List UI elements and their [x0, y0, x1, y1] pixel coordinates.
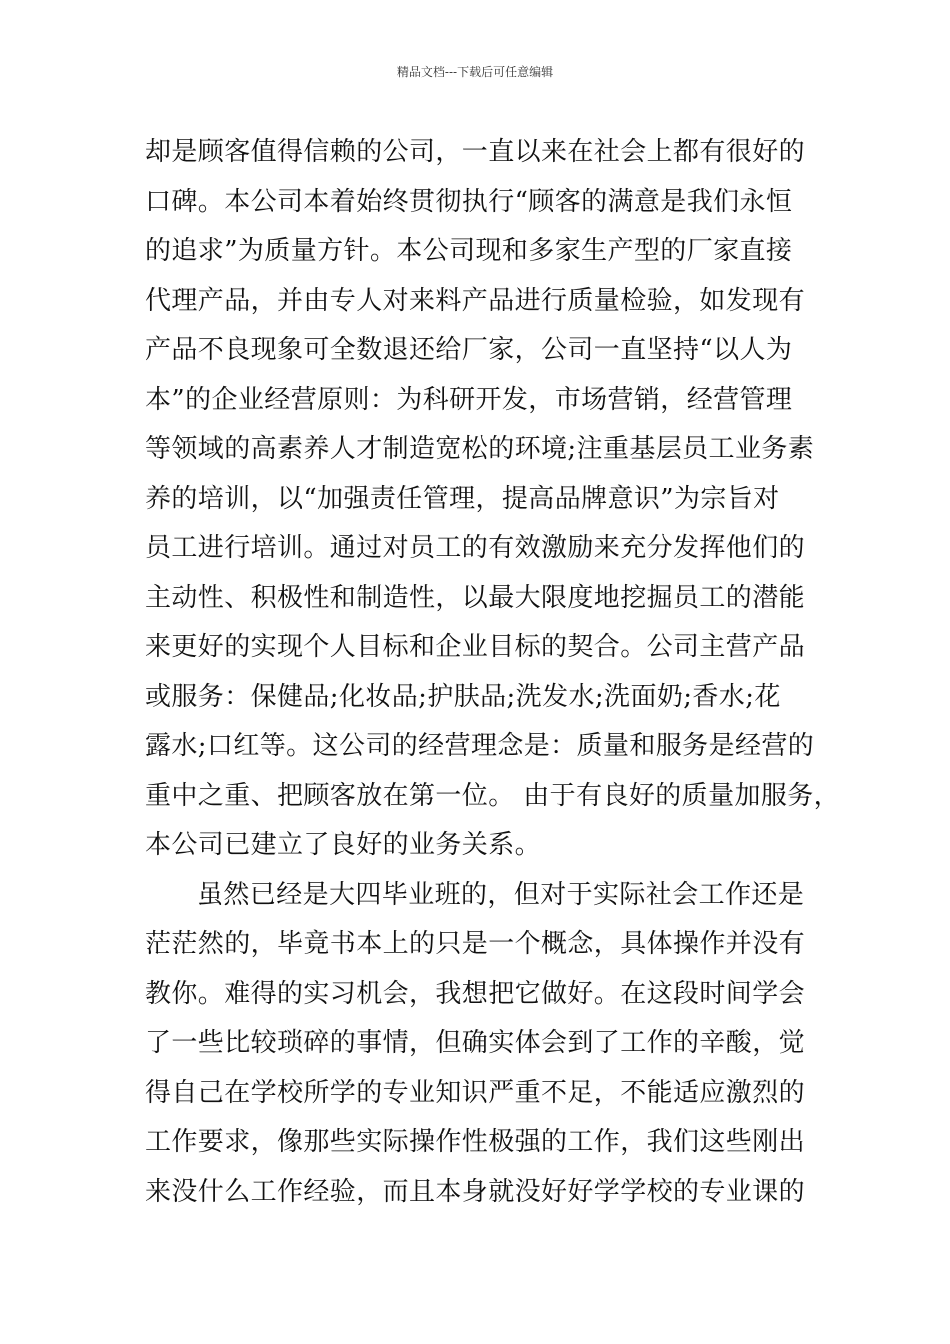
text-line: 产品不良现象可全数退还给厂家，公司一直坚持“以人为 — [145, 335, 793, 365]
text-line: 等领域的高素养人才制造宽松的环境;注重基层员工业务素 — [145, 434, 815, 464]
text-line: 教你。难得的实习机会，我想把它做好。在这段时间学会 — [145, 978, 806, 1009]
text-line: 本公司已建立了良好的业务关系。 — [145, 830, 542, 860]
text-line: 的追求”为质量方针。本公司现和多家生产型的厂家直接 — [145, 236, 793, 266]
text-line: 得自己在学校所学的专业知识严重不足，不能适应激烈的 — [145, 1077, 806, 1108]
paragraph-2 — [145, 871, 815, 1218]
text-line: 却是顾客值得信赖的公司，一直以来在社会上都有很好的 — [145, 137, 806, 167]
text-line: 代理产品，并由专人对来料产品进行质量检验，如发现有 — [145, 285, 806, 316]
text-line: 或服务：保健品;化妆品;护肤品;洗发水;洗面奶;香水;花 — [145, 681, 781, 712]
document-body — [145, 128, 841, 1217]
text-line: 茫茫然的，毕竟书本上的只是一个概念，具体操作并没有 — [145, 929, 806, 959]
text-line: 重中之重、把顾客放在第一位。 由于有良好的质量加服务， — [145, 780, 841, 811]
text-line: 工作要求，像那些实际操作性极强的工作，我们这些刚出 — [145, 1127, 806, 1157]
text-line: 了一些比较琐碎的事情，但确实体会到了工作的辛酸，觉 — [145, 1028, 806, 1058]
text-line: 来更好的实现个人目标和企业目标的契合。公司主营产品 — [145, 632, 806, 662]
text-line: 养的培训，以“加强责任管理，提高品牌意识”为宗旨对 — [145, 483, 780, 514]
text-line: 口碑。本公司本着始终贯彻执行“顾客的满意是我们永恒 — [145, 186, 793, 217]
text-line: 主动性、积极性和制造性，以最大限度地挖掘员工的潜能 — [145, 582, 806, 613]
text-line: 露水;口红等。这公司的经营理念是：质量和服务是经营的 — [145, 731, 815, 761]
text-line: 本”的企业经营原则：为科研开发，市场营销，经营管理 — [145, 384, 793, 415]
page-header: 精品文档---下载后可任意编辑 — [396, 65, 554, 79]
text-line: 来没什么工作经验，而且本身就没好好学学校的专业课的 — [145, 1176, 806, 1207]
text-line-indented: 虽然已经是大四毕业班的，但对于实际社会工作还是 — [197, 879, 805, 910]
paragraph-1 — [145, 128, 841, 871]
text-line: 员工进行培训。通过对员工的有效激励来充分发挥他们的 — [145, 533, 806, 563]
